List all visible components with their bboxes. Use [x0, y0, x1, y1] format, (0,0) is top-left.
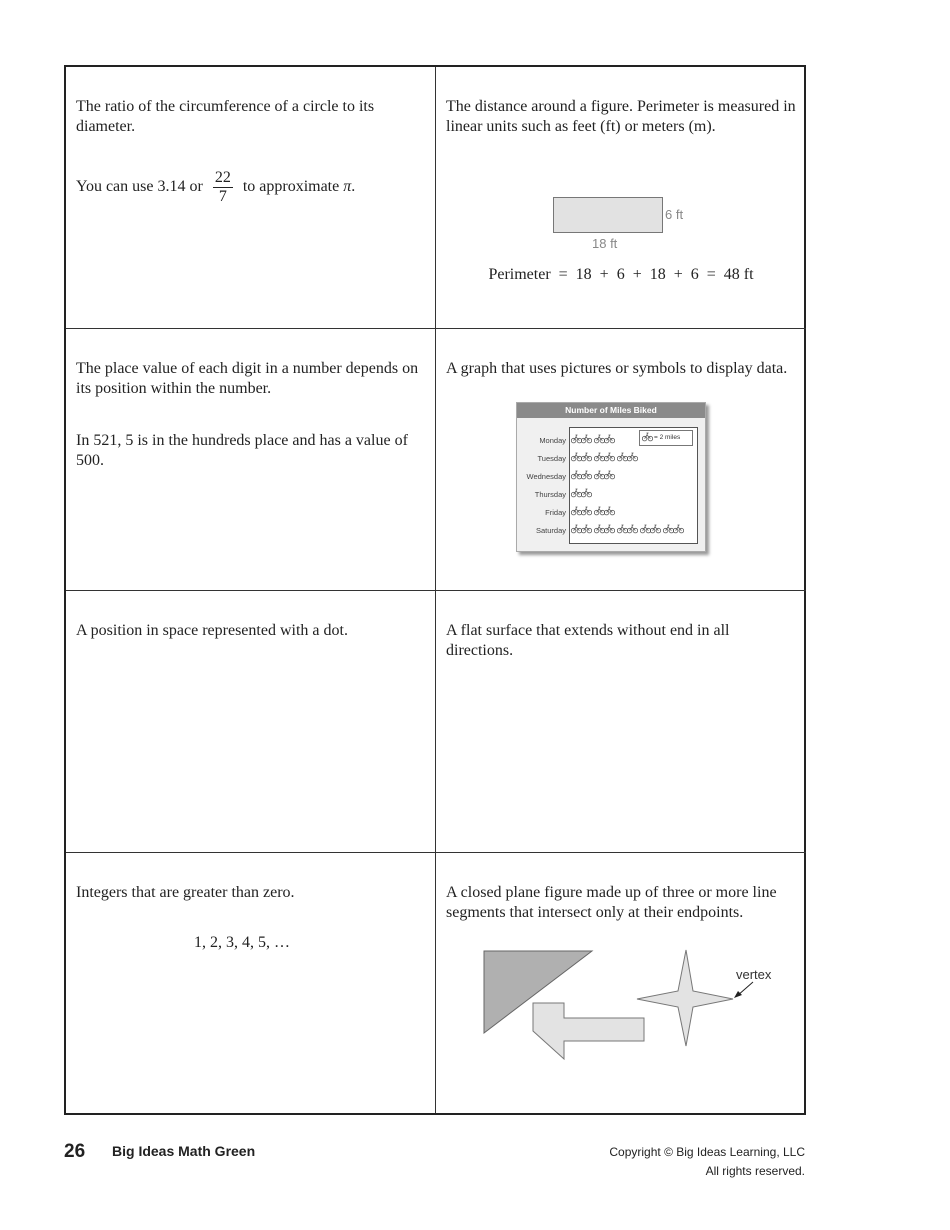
fraction-denominator: 7 [218, 188, 227, 205]
bike-icon [594, 520, 615, 540]
positive-numbers-definition: Integers that are greater than zero. [76, 884, 295, 901]
card-pictograph [436, 329, 806, 591]
pi-symbol: π [343, 178, 352, 196]
place-value-definition: The place value of each digit in a number depends on its position within the number. [76, 360, 419, 397]
pi-example-prefix: You can use 3.14 or [76, 178, 203, 196]
bike-icon [594, 466, 615, 486]
place-value-example: In 521, 5 is in the hundreds place and has a value of 500. [76, 432, 408, 469]
pi-example-suffix: to approximate [242, 178, 340, 196]
bike-icon [640, 520, 661, 540]
arrow-shape [533, 1003, 644, 1059]
rect-width-label: 18 ft [592, 236, 618, 251]
card-point [66, 591, 436, 853]
perimeter-definition: The distance around a figure. Perimeter is measured in linear units such as feet (ft) or meters (m). [446, 98, 796, 135]
pi-end: . [351, 178, 356, 196]
bike-icon [594, 502, 615, 522]
pictograph-definition: A graph that uses pictures or symbols to display data. [446, 360, 788, 377]
page-number: 26 [64, 1141, 86, 1162]
pictograph-chart [516, 402, 706, 552]
card-polygon [436, 853, 806, 1113]
perimeter-rectangle [553, 197, 663, 233]
bike-icon [617, 448, 638, 468]
pi-example [76, 169, 425, 206]
pictograph-row-label: Thursday [534, 490, 566, 499]
vertex-label: vertex [736, 967, 772, 982]
book-title: Big Ideas Math Green [112, 1143, 256, 1159]
card-pi [66, 67, 436, 329]
pictograph-row-label: Friday [545, 508, 566, 517]
pi-fraction [213, 169, 233, 206]
pictograph-key [639, 430, 693, 446]
pictograph-row-label: Wednesday [526, 472, 566, 481]
rect-height-label: 6 ft [665, 207, 684, 222]
pictograph-row-label: Saturday [535, 526, 566, 535]
bike-icon [571, 430, 592, 450]
pictograph-row-label: Tuesday [537, 454, 566, 463]
bike-icon [571, 484, 592, 504]
bike-icon [642, 428, 653, 448]
bike-icon [571, 502, 592, 522]
card-positive-numbers [66, 853, 436, 1113]
bike-icon [663, 520, 684, 540]
plane-definition: A flat surface that extends without end in all directions. [446, 622, 730, 659]
point-definition: A position in space represented with a dot. [76, 622, 348, 639]
card-place-value [66, 329, 436, 591]
fraction-numerator: 22 [214, 169, 231, 186]
bike-icon [571, 520, 592, 540]
bike-icon [594, 430, 615, 450]
card-plane [436, 591, 806, 853]
copyright-text: Copyright © Big Ideas Learning, LLC [609, 1145, 805, 1159]
rights-text: All rights reserved. [705, 1164, 805, 1178]
pictograph-key-label: = 2 miles [654, 434, 681, 441]
pictograph-title: Number of Miles Biked [517, 403, 705, 418]
bike-icon [617, 520, 638, 540]
pictograph-row-label: Monday [539, 436, 566, 445]
card-perimeter [436, 67, 806, 329]
polygon-definition: A closed plane figure made up of three or more line segments that intersect only at their endpoints. [446, 884, 777, 921]
positive-numbers-example: 1, 2, 3, 4, 5, … [194, 934, 290, 951]
perimeter-formula: Perimeter = 18 + 6 + 18 + 6 = 48 ft [488, 266, 754, 283]
flashcard-grid [64, 65, 806, 1115]
bike-icon [594, 448, 615, 468]
pi-definition: The ratio of the circumference of a circle to its diameter. [76, 98, 375, 135]
star-shape [637, 950, 733, 1046]
bike-icon [571, 466, 592, 486]
bike-icon [571, 448, 592, 468]
